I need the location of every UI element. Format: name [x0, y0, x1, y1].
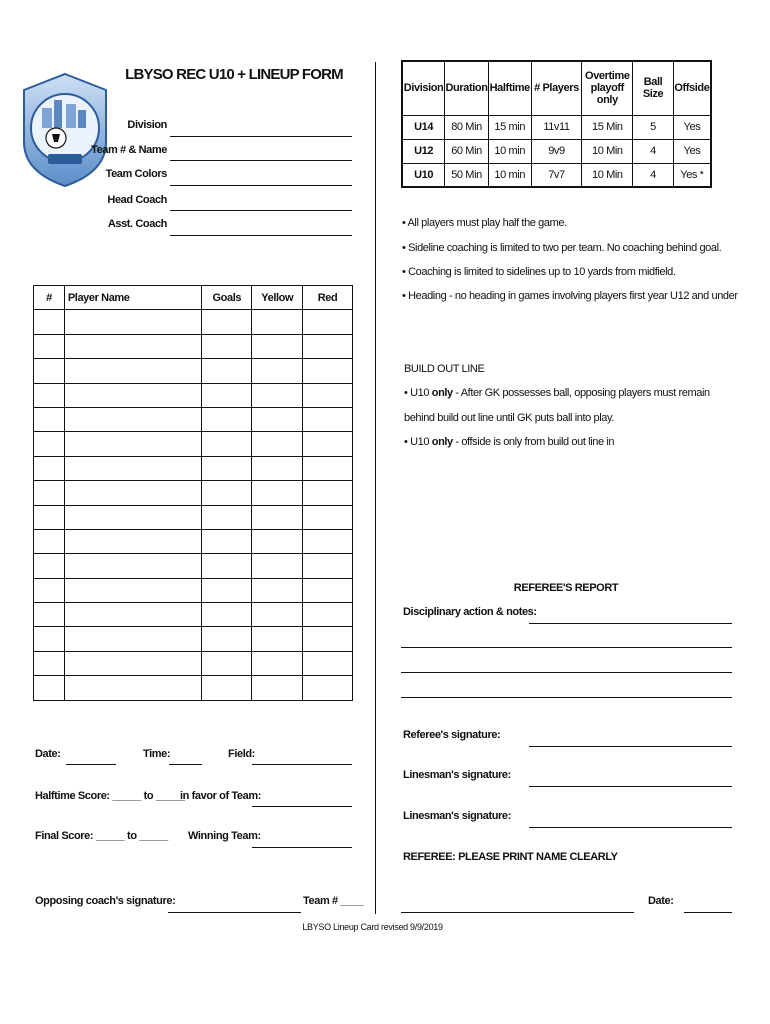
- rules-header-duration: Duration: [445, 61, 489, 115]
- roster-cell[interactable]: [303, 432, 353, 456]
- disciplinary-label: Disciplinary action & notes:: [403, 606, 537, 618]
- referee-signature-field[interactable]: [529, 746, 732, 747]
- roster-cell[interactable]: [64, 651, 201, 675]
- team-colors-label: Team Colors: [105, 168, 167, 180]
- roster-cell[interactable]: [64, 627, 201, 651]
- roster-cell[interactable]: [34, 505, 65, 529]
- rules-cell: 10 min: [488, 139, 531, 163]
- rules-header-halftime: Halftime: [488, 61, 531, 115]
- rules-cell: U10: [402, 163, 445, 187]
- table-row: [34, 651, 353, 675]
- roster-cell[interactable]: [202, 407, 252, 431]
- roster-cell[interactable]: [34, 627, 65, 651]
- roster-cell[interactable]: [252, 603, 303, 627]
- build-out-rule-2-bold: only: [431, 436, 453, 448]
- build-out-rule-2: [404, 436, 614, 448]
- roster-header-goals: Goals: [202, 286, 252, 310]
- linesman-signature-field-1[interactable]: [529, 786, 732, 787]
- form-title: LBYSO REC U10 + LINEUP FORM: [125, 66, 343, 83]
- roster-cell[interactable]: [64, 578, 201, 602]
- table-row: [34, 505, 353, 529]
- division-field[interactable]: [170, 136, 352, 137]
- final-score-label: Final Score: _____ to _____: [35, 830, 168, 842]
- rules-cell: U14: [402, 115, 445, 139]
- table-row: [34, 310, 353, 334]
- time-field[interactable]: [169, 764, 202, 765]
- table-row: [34, 578, 353, 602]
- roster-cell[interactable]: [252, 456, 303, 480]
- opposing-coach-signature-field[interactable]: [168, 912, 301, 913]
- rule-bullet: • Sideline coaching is limited to two per team. No coaching behind goal.: [402, 242, 722, 254]
- roster-cell[interactable]: [64, 310, 201, 334]
- rules-header-overtime-line2: playoff only: [590, 82, 624, 107]
- build-out-rule-1-cont: behind build out line until GK puts ball into play.: [404, 412, 614, 424]
- roster-cell[interactable]: [252, 481, 303, 505]
- roster-cell[interactable]: [202, 578, 252, 602]
- roster-cell[interactable]: [202, 554, 252, 578]
- table-row: [34, 407, 353, 431]
- build-out-rule-1-post: - After GK possesses ball, opposing players must remain: [452, 387, 710, 399]
- roster-cell[interactable]: [252, 310, 303, 334]
- rules-cell: 7v7: [531, 163, 582, 187]
- rules-cell: 15 Min: [582, 115, 633, 139]
- table-row: [34, 383, 353, 407]
- in-favor-label: in favor of Team:: [180, 790, 262, 802]
- time-label: Time:: [143, 748, 171, 760]
- roster-cell[interactable]: [64, 432, 201, 456]
- roster-cell[interactable]: [34, 310, 65, 334]
- build-out-rule-2-post: - offside is only from build out line in: [452, 436, 615, 448]
- rules-cell: 11v11: [531, 115, 582, 139]
- rule-bullet: • Coaching is limited to sidelines up to 10 yards from midfield.: [402, 266, 676, 278]
- referee-print-name-field[interactable]: [401, 912, 634, 913]
- roster-cell[interactable]: [252, 554, 303, 578]
- roster-cell[interactable]: [303, 383, 353, 407]
- roster-cell[interactable]: [252, 676, 303, 700]
- roster-cell[interactable]: [202, 432, 252, 456]
- roster-cell[interactable]: [252, 627, 303, 651]
- rules-table: [401, 60, 712, 188]
- roster-cell[interactable]: [202, 310, 252, 334]
- roster-cell[interactable]: [34, 676, 65, 700]
- table-row: [34, 481, 353, 505]
- table-row: [34, 603, 353, 627]
- roster-cell[interactable]: [202, 603, 252, 627]
- roster-cell[interactable]: [64, 383, 201, 407]
- roster-cell[interactable]: [34, 578, 65, 602]
- head-coach-field[interactable]: [170, 210, 352, 211]
- roster-header-number: #: [34, 286, 65, 310]
- roster-cell[interactable]: [34, 359, 65, 383]
- date-label: Date:: [35, 748, 61, 760]
- linesman-signature-label-1: Linesman's signature:: [403, 769, 511, 781]
- table-row: [34, 529, 353, 553]
- rules-cell: U12: [402, 139, 445, 163]
- roster-cell[interactable]: [303, 407, 353, 431]
- notes-line[interactable]: [401, 697, 732, 698]
- halftime-score-label: Halftime Score: _____ to _____: [35, 790, 185, 802]
- footer-revision: LBYSO Lineup Card revised 9/9/2019: [302, 922, 443, 932]
- roster-cell[interactable]: [303, 481, 353, 505]
- date-field[interactable]: [66, 764, 116, 765]
- roster-cell[interactable]: [252, 407, 303, 431]
- roster-cell[interactable]: [64, 676, 201, 700]
- roster-cell[interactable]: [303, 310, 353, 334]
- rules-cell: Yes: [673, 139, 711, 163]
- roster-cell[interactable]: [202, 334, 252, 358]
- roster-cell[interactable]: [202, 383, 252, 407]
- rules-cell: 80 Min: [445, 115, 489, 139]
- referee-report-heading: REFEREE'S REPORT: [513, 582, 619, 594]
- rules-cell: 10 Min: [582, 163, 633, 187]
- referee-date-field[interactable]: [684, 912, 732, 913]
- roster-header-yellow: Yellow: [252, 286, 303, 310]
- roster-header-red: Red: [303, 286, 353, 310]
- roster-cell[interactable]: [252, 529, 303, 553]
- table-row: [34, 676, 353, 700]
- roster-cell[interactable]: [34, 334, 65, 358]
- winning-team-label: Winning Team:: [188, 830, 261, 842]
- roster-cell[interactable]: [303, 578, 353, 602]
- table-row: [402, 115, 711, 139]
- roster-cell[interactable]: [202, 627, 252, 651]
- roster-cell[interactable]: [202, 529, 252, 553]
- notes-line[interactable]: [401, 647, 732, 648]
- roster-cell[interactable]: [64, 456, 201, 480]
- roster-cell[interactable]: [34, 432, 65, 456]
- team-name-label: Team # & Name: [91, 144, 167, 156]
- table-row: [34, 359, 353, 383]
- roster-cell[interactable]: [202, 481, 252, 505]
- rules-cell: Yes: [673, 115, 711, 139]
- build-out-heading: BUILD OUT LINE: [404, 363, 485, 375]
- table-row: [34, 554, 353, 578]
- rules-cell: 50 Min: [445, 163, 489, 187]
- rules-cell: 15 min: [488, 115, 531, 139]
- roster-cell[interactable]: [64, 529, 201, 553]
- roster-cell[interactable]: [252, 578, 303, 602]
- roster-cell[interactable]: [34, 407, 65, 431]
- roster-cell[interactable]: [202, 505, 252, 529]
- roster-cell[interactable]: [252, 334, 303, 358]
- roster-cell[interactable]: [64, 407, 201, 431]
- rules-cell: 4: [633, 139, 674, 163]
- rules-cell: 10 min: [488, 163, 531, 187]
- team-colors-field[interactable]: [170, 185, 352, 186]
- table-row: [34, 334, 353, 358]
- roster-cell[interactable]: [64, 359, 201, 383]
- rules-cell: 10 Min: [582, 139, 633, 163]
- roster-header-player: Player Name: [64, 286, 201, 310]
- rules-cell: 4: [633, 163, 674, 187]
- asst-coach-field[interactable]: [170, 235, 352, 236]
- roster-cell[interactable]: [34, 383, 65, 407]
- rules-header-players: # Players: [531, 61, 582, 115]
- roster-cell[interactable]: [202, 676, 252, 700]
- roster-cell[interactable]: [303, 554, 353, 578]
- roster-cell[interactable]: [303, 334, 353, 358]
- rules-header-overtime-line1: Overtime: [585, 70, 630, 83]
- roster-cell[interactable]: [34, 603, 65, 627]
- table-row: [34, 627, 353, 651]
- roster-cell[interactable]: [252, 505, 303, 529]
- field-field[interactable]: [252, 764, 352, 765]
- table-row: [402, 163, 711, 187]
- roster-cell[interactable]: [34, 481, 65, 505]
- rule-bullet: • Heading - no heading in games involving players first year U12 and under: [402, 290, 738, 302]
- build-out-rule-1-pre: • U10: [404, 387, 432, 399]
- rules-cell: 5: [633, 115, 674, 139]
- rules-header-overtime: [582, 61, 633, 115]
- roster-cell[interactable]: [303, 456, 353, 480]
- team-name-field[interactable]: [170, 160, 352, 161]
- winning-team-field[interactable]: [252, 847, 352, 848]
- roster-cell[interactable]: [303, 603, 353, 627]
- rules-cell: 60 Min: [445, 139, 489, 163]
- roster-cell[interactable]: [34, 456, 65, 480]
- roster-cell[interactable]: [34, 651, 65, 675]
- roster-cell[interactable]: [252, 432, 303, 456]
- roster-table: [33, 285, 353, 701]
- roster-cell[interactable]: [303, 529, 353, 553]
- roster-cell[interactable]: [34, 554, 65, 578]
- division-label: Division: [127, 119, 167, 131]
- build-out-rule-2-pre: • U10: [404, 436, 432, 448]
- roster-cell[interactable]: [202, 359, 252, 383]
- build-out-rule-1-bold: only: [431, 387, 453, 399]
- field-label: Field:: [228, 748, 255, 760]
- build-out-rule-1: [404, 387, 710, 399]
- rule-bullet: • All players must play half the game.: [402, 217, 567, 229]
- column-divider: [375, 62, 376, 914]
- notes-line[interactable]: [401, 672, 732, 673]
- roster-cell[interactable]: [303, 651, 353, 675]
- roster-cell[interactable]: [303, 505, 353, 529]
- roster-cell[interactable]: [64, 481, 201, 505]
- table-row: [34, 432, 353, 456]
- roster-cell[interactable]: [252, 383, 303, 407]
- rules-header-division: Division: [402, 61, 445, 115]
- disciplinary-field[interactable]: [529, 623, 732, 624]
- roster-cell[interactable]: [202, 456, 252, 480]
- referee-print-notice: REFEREE: PLEASE PRINT NAME CLEARLY: [403, 851, 618, 863]
- rules-cell: 9v9: [531, 139, 582, 163]
- referee-signature-label: Referee's signature:: [403, 729, 501, 741]
- in-favor-field[interactable]: [252, 806, 352, 807]
- linesman-signature-field-2[interactable]: [529, 827, 732, 828]
- rules-cell: Yes *: [673, 163, 711, 187]
- roster-cell[interactable]: [252, 359, 303, 383]
- roster-cell[interactable]: [34, 529, 65, 553]
- team-number-label: Team # ____: [303, 895, 364, 907]
- rules-header-ball-size: Ball Size: [633, 61, 674, 115]
- roster-cell[interactable]: [64, 554, 201, 578]
- roster-cell[interactable]: [64, 334, 201, 358]
- roster-cell[interactable]: [303, 359, 353, 383]
- roster-cell[interactable]: [64, 603, 201, 627]
- referee-date-label: Date:: [648, 895, 674, 907]
- roster-cell[interactable]: [303, 676, 353, 700]
- head-coach-label: Head Coach: [107, 194, 167, 206]
- opposing-coach-label: Opposing coach's signature:: [35, 895, 176, 907]
- rules-header-offside: Offside: [673, 61, 711, 115]
- table-row: [34, 456, 353, 480]
- roster-cell[interactable]: [202, 651, 252, 675]
- linesman-signature-label-2: Linesman's signature:: [403, 810, 511, 822]
- asst-coach-label: Asst. Coach: [107, 218, 167, 230]
- roster-cell[interactable]: [303, 627, 353, 651]
- roster-cell[interactable]: [64, 505, 201, 529]
- table-row: [402, 139, 711, 163]
- roster-cell[interactable]: [252, 651, 303, 675]
